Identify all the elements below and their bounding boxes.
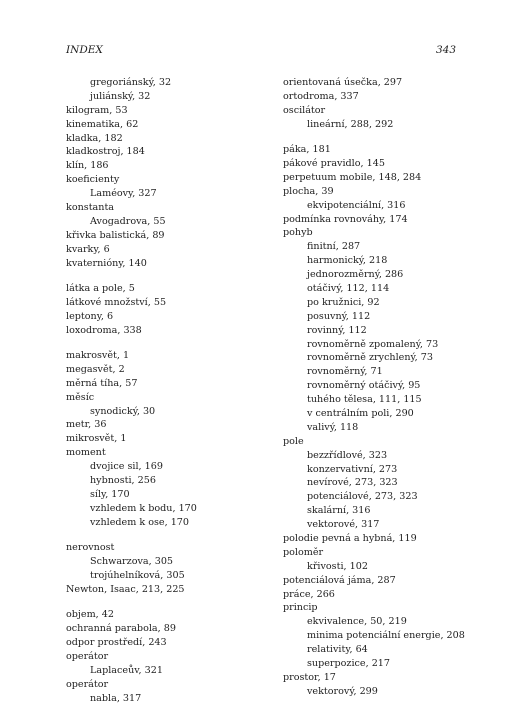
index-entry: látkové množství, 55 <box>66 296 167 308</box>
index-column-left <box>66 76 266 705</box>
index-entry: konstanta <box>66 202 115 214</box>
index-subentry: superpozice, 217 <box>307 658 391 670</box>
index-subentry: lineární, 288, 292 <box>307 118 394 130</box>
index-subentry: relativity, 64 <box>307 644 368 656</box>
index-subentry: rovnoměrný, 71 <box>307 366 383 378</box>
index-entry: leptony, 6 <box>66 310 114 322</box>
index-subentry: vzhledem k bodu, 170 <box>90 502 197 514</box>
index-entry: látka a pole, 5 <box>66 282 135 294</box>
index-subentry: síly, 170 <box>90 488 130 500</box>
index-subentry: jednorozměrný, 286 <box>307 269 404 281</box>
index-subentry: posuvný, 112 <box>307 310 371 322</box>
index-entry: princip <box>283 602 318 614</box>
index-subentry: tuhého tělesa, 111, 115 <box>307 394 422 406</box>
index-entry: pole <box>283 435 304 447</box>
index-subentry: minima potenciální energie, 208 <box>307 630 465 642</box>
index-subentry: křivosti, 102 <box>307 560 368 572</box>
index-subentry: Avogadrova, 55 <box>90 215 166 227</box>
index-subentry: ekvipotenciální, 316 <box>307 199 406 211</box>
index-entry: měrná tíha, 57 <box>66 377 138 389</box>
index-subentry: rovnoměrně zrychlený, 73 <box>307 352 433 364</box>
index-entry: kladka, 182 <box>66 132 123 144</box>
index-entry: práce, 266 <box>283 588 335 600</box>
index-subentry: skalární, 316 <box>307 505 371 517</box>
index-entry: poloměr <box>283 546 324 558</box>
index-entry: kinematika, 62 <box>66 118 139 130</box>
index-entry: plocha, 39 <box>283 185 334 197</box>
index-entry: kvarky, 6 <box>66 243 110 255</box>
index-entry: kilogram, 53 <box>66 104 128 116</box>
index-subentry: po kružnici, 92 <box>307 296 380 308</box>
index-entry: megasvět, 2 <box>66 363 125 375</box>
index-entry: orientovaná úsečka, 297 <box>283 77 403 88</box>
index-subentry: nabla, 317 <box>90 692 142 704</box>
index-entry: podmínka rovnováhy, 174 <box>283 213 408 225</box>
index-section-gap <box>66 270 266 282</box>
index-entry: prostor, 17 <box>283 671 336 683</box>
index-entry: ochranná parabola, 89 <box>66 623 176 635</box>
index-subentry: v centrálním poli, 290 <box>307 407 414 419</box>
index-entry: objem, 42 <box>66 609 114 621</box>
index-section-gap <box>66 597 266 609</box>
index-subentry: vektorový, 299 <box>307 685 378 697</box>
index-entry: mikrosvět, 1 <box>66 433 127 445</box>
running-header <box>66 44 456 58</box>
index-subentry: gregoriánský, 32 <box>90 77 172 88</box>
index-entry: kvaternióny, 140 <box>66 257 147 269</box>
index-subentry: rovinný, 112 <box>307 324 367 336</box>
index-entry: loxodroma, 338 <box>66 324 142 336</box>
index-entry: koeficienty <box>66 174 120 186</box>
index-subentry: otáčivý, 112, 114 <box>307 282 390 294</box>
index-entry: měsíc <box>66 391 95 403</box>
index-subentry: Laméovy, 327 <box>90 188 157 200</box>
index-subentry: bezzřídlové, 323 <box>307 449 388 461</box>
index-subentry: juliánský, 32 <box>90 90 151 102</box>
index-subentry: hybnosti, 256 <box>90 475 156 487</box>
index-entry: páka, 181 <box>283 144 331 156</box>
index-section-gap <box>66 530 266 542</box>
index-entry: potenciálová jáma, 287 <box>283 574 396 586</box>
index-entry: Newton, Isaac, 213, 225 <box>66 583 185 595</box>
index-entry: pohyb <box>283 227 313 239</box>
header-title: INDEX <box>66 44 103 56</box>
index-subentry: vzhledem k ose, 170 <box>90 516 190 528</box>
index-entry: nerovnost <box>66 542 115 554</box>
index-column-right <box>283 76 473 699</box>
index-subentry: harmonický, 218 <box>307 255 388 267</box>
index-section-gap <box>66 338 266 350</box>
index-entry: operátor <box>66 678 109 690</box>
index-entry: polodie pevná a hybná, 119 <box>283 533 417 544</box>
index-entry: kladkostroj, 184 <box>66 146 145 158</box>
index-subentry: dvojice sil, 169 <box>90 461 163 473</box>
index-entry: odpor prostředí, 243 <box>66 636 167 648</box>
index-entry: moment <box>66 447 106 459</box>
index-subentry: nevírové, 273, 323 <box>307 477 398 489</box>
index-subentry: valivý, 118 <box>307 421 359 433</box>
index-subentry: konzervativní, 273 <box>307 463 398 475</box>
index-entry: metr, 36 <box>66 419 107 431</box>
index-subentry: rovnoměrný otáčivý, 95 <box>307 380 421 392</box>
index-entry: křivka balistická, 89 <box>66 229 165 241</box>
index-subentry: finitní, 287 <box>307 241 361 253</box>
index-subentry: trojúhelníková, 305 <box>90 569 185 581</box>
index-subentry: ekvivalence, 50, 219 <box>307 616 407 628</box>
page-number: 343 <box>435 44 456 56</box>
index-entry: operátor <box>66 650 109 662</box>
index-subentry: Laplaceův, 321 <box>90 664 163 676</box>
index-subentry: vektorové, 317 <box>307 519 380 531</box>
index-section-gap <box>283 132 473 144</box>
index-entry: makrosvět, 1 <box>66 350 130 362</box>
index-subentry: potenciálové, 273, 323 <box>307 491 418 503</box>
index-subentry: Schwarzova, 305 <box>90 556 174 567</box>
index-subentry: synodický, 30 <box>90 405 156 417</box>
index-entry: pákové pravidlo, 145 <box>283 157 385 169</box>
index-entry: ortodroma, 337 <box>283 90 359 102</box>
index-entry: perpetuum mobile, 148, 284 <box>283 171 422 183</box>
index-entry: klín, 186 <box>66 160 109 172</box>
index-entry: oscilátor <box>283 104 326 116</box>
index-subentry: rovnoměrně zpomalený, 73 <box>307 338 439 350</box>
